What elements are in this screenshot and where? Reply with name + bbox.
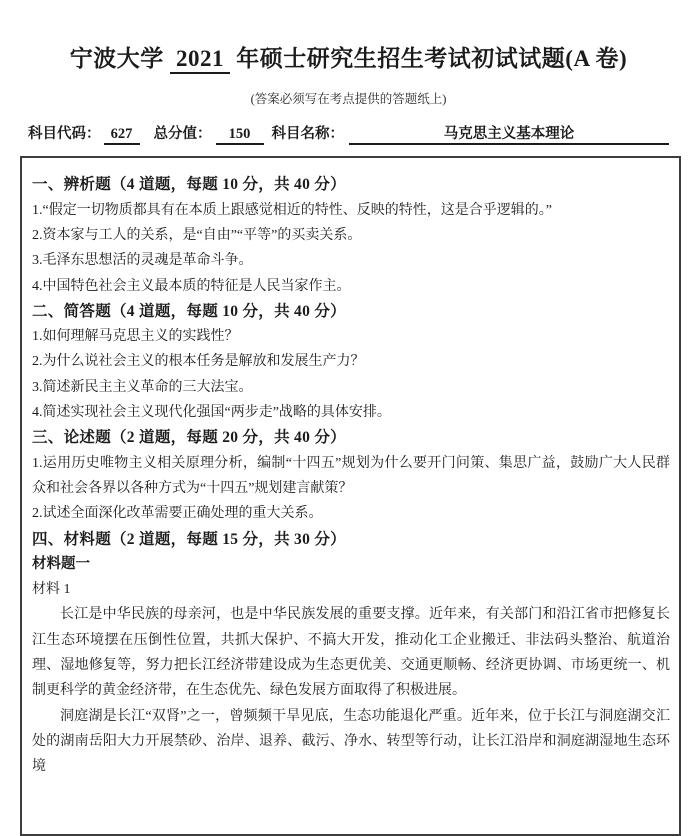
question-item: 1.运用历史唯物主义相关原理分析，编制“十四五”规划为什么要开门问策、集思广益，鼓励广大人民群众和社会各界以各种方式为“十四五”规划建言献策？ (32, 455, 670, 496)
subject-name-label: 科目名称： (271, 126, 344, 143)
exam-content-box (20, 156, 681, 836)
answer-sheet-note: (答案必须写在考点提供的答题纸上) (250, 92, 447, 107)
section-heading-3: 三、论述题（2 道题，每题 20 分，共 40 分） (32, 429, 346, 447)
exam-paper-page (0, 44, 697, 836)
material-subheading: 材料题一 (32, 555, 90, 572)
page-title (0, 44, 697, 74)
total-score-value: 150 (216, 126, 264, 145)
question-item: 1.如何理解马克思主义的实践性？ (32, 329, 239, 345)
total-score-label: 总分值： (153, 126, 212, 143)
question-item: 1.“假定一切物质都具有在本质上跟感觉相近的特性、反映的特性，这是合乎逻辑的。” (32, 202, 552, 218)
question-item: 2.为什么说社会主义的根本任务是解放和发展生产力？ (32, 354, 365, 370)
question-item: 2.资本家与工人的关系，是“自由”“平等”的买卖关系。 (32, 228, 362, 243)
question-item: 3.简述新民主主义革命的三大法宝。 (32, 379, 253, 395)
question-item: 3.毛泽东思想活的灵魂是革命斗争。 (32, 253, 253, 269)
question-item: 2.试述全面深化改革需要正确处理的重大关系。 (32, 506, 323, 522)
question-item: 4.中国特色社会主义最本质的特征是人民当家作主。 (32, 278, 351, 294)
title-year: 2021 (170, 46, 230, 74)
section-heading-1: 一、辨析题（4 道题，每题 10 分，共 40 分） (32, 176, 346, 194)
section-heading-2: 二、简答题（4 道题，每题 10 分，共 40 分） (32, 302, 346, 320)
subject-code-value: 627 (104, 126, 140, 145)
question-item: 4.简述实现社会主义现代化强国“两步走”战略的具体安排。 (32, 405, 391, 421)
section-heading-4: 四、材料题（2 道题，每题 15 分，共 30 分） (32, 530, 346, 548)
material-paragraph: 洞庭湖是长江“双肾”之一，曾频频干旱见底，生态功能退化严重。近年来，位于长江与洞庭湖交汇处的湖南岳阳大力开展禁砂、治岸、退养、截污、净水、转型等行动，让长江沿岸和洞庭湖湿地生态环境 (32, 708, 670, 775)
material-paragraph: 长江是中华民族的母亲河，也是中华民族发展的重要支撑。近年来，有关部门和沿江省市把修复长江生态环境摆在压倒性位置，共抓大保护、不搞大开发，推动化工企业搬迁、非法码头整治、航道治理、湿地修复等，努力把长江经济带建设成为生态更优美、交通更顺畅、经济更协调、市场更统一、机制更科学的黄金经济带，在生态优先、绿色发展方面取得了积极进展。 (32, 607, 670, 699)
title-prefix: 宁波大学 (69, 46, 164, 71)
material-label: 材料 1 (32, 582, 71, 598)
subject-name-value: 马克思主义基本理论 (349, 122, 669, 145)
subject-code-label: 科目代码： (28, 126, 101, 143)
title-suffix: 年硕士研究生招生考试初试试题(A 卷) (236, 46, 628, 71)
subject-info-row (28, 122, 697, 145)
